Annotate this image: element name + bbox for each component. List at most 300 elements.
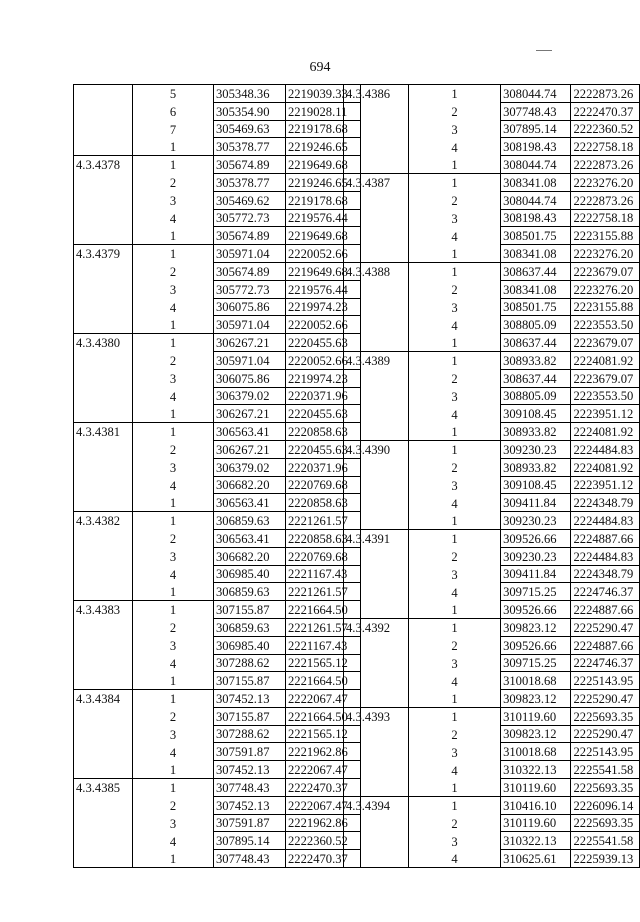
table-row [344, 476, 640, 494]
point-number-cell: 4 [451, 763, 458, 778]
parcel-id-cell [344, 280, 409, 298]
y-coordinate-cell: 2223276.20 [571, 280, 640, 298]
parcel-id-cell [74, 262, 133, 280]
table-row [344, 280, 640, 298]
table-row [344, 369, 640, 387]
table-row [74, 725, 361, 743]
x-coordinate-cell: 309823.12 [501, 618, 571, 636]
point-number-cell: 4 [451, 318, 458, 333]
table-row [74, 191, 361, 209]
table-row [74, 743, 361, 761]
x-coordinate-cell: 310018.68 [501, 672, 571, 690]
table-row [344, 423, 640, 441]
parcel-id-cell [74, 138, 133, 156]
parcel-id-cell [74, 529, 133, 547]
point-number-cell: 2 [169, 443, 177, 458]
x-coordinate-cell: 306859.63 [214, 583, 286, 601]
table-row [74, 529, 361, 547]
parcel-id-cell [344, 761, 409, 779]
y-coordinate-cell: 2221261.57 [286, 618, 361, 636]
table-row [74, 369, 361, 387]
parcel-id-cell [344, 583, 409, 601]
y-coordinate-cell: 2223679.07 [571, 334, 640, 352]
table-row [344, 227, 640, 245]
parcel-id-cell [74, 707, 133, 725]
y-coordinate-cell: 2223951.12 [571, 476, 640, 494]
x-coordinate-cell: 306859.63 [214, 512, 286, 530]
parcel-id-cell [344, 298, 409, 316]
x-coordinate-cell: 307895.14 [501, 120, 571, 138]
point-number-cell: 4 [169, 389, 177, 404]
parcel-id-cell [344, 743, 409, 761]
point-number-cell: 1 [133, 156, 214, 174]
parcel-id-cell: 4.3.4394 [344, 796, 409, 814]
table-row [74, 156, 361, 174]
table-row [74, 280, 361, 298]
y-coordinate-cell: 2225939.13 [571, 850, 640, 868]
y-coordinate-cell: 2219028.11 [286, 102, 361, 120]
y-coordinate-cell: 2222470.37 [571, 102, 640, 120]
x-coordinate-cell: 310625.61 [501, 850, 571, 868]
table-row [344, 654, 640, 672]
parcel-id-cell: 4.3.4387 [344, 173, 409, 191]
x-coordinate-cell: 305674.89 [214, 227, 286, 245]
y-coordinate-cell: 2219649.68 [286, 227, 361, 245]
point-number-cell: 1 [451, 424, 458, 439]
y-coordinate-cell: 2225693.35 [571, 814, 640, 832]
coordinate-table-right [343, 84, 640, 868]
parcel-id-cell: 4.3.4393 [344, 707, 409, 725]
point-number-cell: 3 [451, 211, 458, 226]
y-coordinate-cell: 2224484.83 [571, 512, 640, 530]
parcel-id-cell [74, 405, 133, 423]
y-coordinate-cell: 2219178.68 [286, 191, 361, 209]
point-number-cell: 1 [169, 229, 177, 244]
x-coordinate-cell: 305469.62 [214, 191, 286, 209]
y-coordinate-cell: 2225541.58 [571, 832, 640, 850]
y-coordinate-cell: 2220769.68 [286, 476, 361, 494]
y-coordinate-cell: 2220371.96 [286, 458, 361, 476]
point-number-cell: 3 [451, 567, 458, 582]
x-coordinate-cell: 308044.74 [501, 85, 571, 103]
parcel-id-cell [344, 476, 409, 494]
x-coordinate-cell: 307155.87 [214, 672, 286, 690]
parcel-id-cell [344, 156, 409, 174]
parcel-id-cell [74, 494, 133, 512]
y-coordinate-cell: 2224484.83 [571, 547, 640, 565]
parcel-id-cell [74, 102, 133, 120]
x-coordinate-cell: 305772.73 [214, 209, 286, 227]
table-row [74, 423, 361, 441]
point-number-cell: 1 [408, 351, 500, 369]
y-coordinate-cell: 2219576.44 [286, 209, 361, 227]
y-coordinate-cell: 2222067.47 [286, 796, 361, 814]
x-coordinate-cell: 310416.10 [501, 796, 571, 814]
parcel-id-cell [74, 636, 133, 654]
parcel-id-cell: 4.3.4385 [74, 779, 133, 797]
y-coordinate-cell: 2223155.88 [571, 227, 640, 245]
point-number-cell: 4 [451, 407, 458, 422]
y-coordinate-cell: 2225290.47 [571, 690, 640, 708]
x-coordinate-cell: 305971.04 [214, 245, 286, 263]
table-row [344, 191, 640, 209]
table-row [74, 316, 361, 334]
table-row [344, 85, 640, 103]
table-row [344, 156, 640, 174]
scan-mark [536, 50, 552, 51]
parcel-id-cell [74, 654, 133, 672]
point-number-cell: 2 [451, 283, 458, 298]
table-row [74, 672, 361, 690]
table-row [74, 298, 361, 316]
table-row [74, 102, 361, 120]
x-coordinate-cell: 309230.23 [501, 512, 571, 530]
y-coordinate-cell: 2222758.18 [571, 209, 640, 227]
table-row [74, 262, 361, 280]
y-coordinate-cell: 2221167.43 [286, 565, 361, 583]
x-coordinate-cell: 306682.20 [214, 476, 286, 494]
x-coordinate-cell: 309230.23 [501, 547, 571, 565]
parcel-id-cell [74, 173, 133, 191]
table-row [344, 796, 640, 814]
x-coordinate-cell: 308637.44 [501, 369, 571, 387]
x-coordinate-cell: 309715.25 [501, 583, 571, 601]
table-row [74, 547, 361, 565]
parcel-id-cell [344, 316, 409, 334]
table-row [74, 512, 361, 530]
point-number-cell: 4 [451, 585, 458, 600]
point-number-cell: 2 [451, 727, 458, 742]
x-coordinate-cell: 308198.43 [501, 138, 571, 156]
parcel-id-cell [344, 494, 409, 512]
y-coordinate-cell: 2220052.66 [286, 351, 361, 369]
y-coordinate-cell: 2224081.92 [571, 351, 640, 369]
point-number-cell: 1 [169, 318, 177, 333]
table-row [344, 334, 640, 352]
y-coordinate-cell: 2221167.43 [286, 636, 361, 654]
point-number-cell: 1 [169, 140, 177, 155]
table-row [74, 120, 361, 138]
table-row [344, 779, 640, 797]
parcel-id-cell [74, 209, 133, 227]
parcel-id-cell: 4.3.4380 [74, 334, 133, 352]
table-row [344, 690, 640, 708]
point-number-cell: 3 [451, 834, 458, 849]
y-coordinate-cell: 2223553.50 [571, 316, 640, 334]
y-coordinate-cell: 2224746.37 [571, 654, 640, 672]
x-coordinate-cell: 309411.84 [501, 494, 571, 512]
x-coordinate-cell: 306379.02 [214, 387, 286, 405]
x-coordinate-cell: 307452.13 [214, 761, 286, 779]
x-coordinate-cell: 310119.60 [501, 707, 571, 725]
y-coordinate-cell: 2220858.63 [286, 494, 361, 512]
y-coordinate-cell: 2222758.18 [571, 138, 640, 156]
x-coordinate-cell: 309108.45 [501, 476, 571, 494]
page-number: 694 [309, 60, 331, 75]
point-number-cell: 1 [169, 496, 177, 511]
point-number-cell: 2 [451, 372, 458, 387]
x-coordinate-cell: 308933.82 [501, 458, 571, 476]
point-number-cell: 1 [169, 674, 177, 689]
parcel-id-cell: 4.3.4384 [74, 690, 133, 708]
x-coordinate-cell: 309526.66 [501, 636, 571, 654]
parcel-id-cell [344, 227, 409, 245]
point-number-cell: 4 [451, 229, 458, 244]
table-row [344, 138, 640, 156]
table-row [74, 387, 361, 405]
x-coordinate-cell: 308501.75 [501, 298, 571, 316]
table-row [344, 850, 640, 868]
y-coordinate-cell: 2224887.66 [571, 636, 640, 654]
x-coordinate-cell: 309526.66 [501, 601, 571, 619]
point-number-cell: 3 [169, 727, 177, 742]
table-row [344, 618, 640, 636]
point-number-cell: 2 [451, 194, 458, 209]
x-coordinate-cell: 308933.82 [501, 351, 571, 369]
point-number-cell: 3 [169, 639, 177, 653]
point-number-cell: 3 [169, 461, 177, 476]
x-coordinate-cell: 308637.44 [501, 334, 571, 352]
parcel-id-cell [344, 191, 409, 209]
point-number-cell: 1 [133, 334, 214, 352]
parcel-id-cell: 4.3.4388 [344, 262, 409, 280]
y-coordinate-cell: 2223951.12 [571, 405, 640, 423]
point-number-cell: 2 [169, 265, 177, 280]
x-coordinate-cell: 308341.08 [501, 173, 571, 191]
x-coordinate-cell: 309411.84 [501, 565, 571, 583]
y-coordinate-cell: 2219039.33 [286, 85, 361, 103]
point-number-cell: 2 [169, 799, 177, 814]
point-number-cell: 5 [133, 85, 214, 103]
y-coordinate-cell: 2220769.68 [286, 547, 361, 565]
table-row [74, 476, 361, 494]
point-number-cell: 1 [408, 440, 500, 458]
x-coordinate-cell: 307155.87 [214, 707, 286, 725]
x-coordinate-cell: 308044.74 [501, 156, 571, 174]
x-coordinate-cell: 310119.60 [501, 814, 571, 832]
y-coordinate-cell: 2219649.68 [286, 262, 361, 280]
table-row [344, 458, 640, 476]
x-coordinate-cell: 305971.04 [214, 316, 286, 334]
y-coordinate-cell: 2219178.68 [286, 120, 361, 138]
parcel-id-cell [74, 316, 133, 334]
parcel-id-cell: 4.3.4382 [74, 512, 133, 530]
point-number-cell: 6 [169, 105, 177, 120]
table-row [344, 387, 640, 405]
y-coordinate-cell: 2222470.37 [286, 850, 361, 868]
y-coordinate-cell: 2223679.07 [571, 369, 640, 387]
x-coordinate-cell: 308501.75 [501, 227, 571, 245]
point-number-cell: 2 [169, 532, 177, 547]
x-coordinate-cell: 307452.13 [214, 690, 286, 708]
parcel-id-cell [344, 779, 409, 797]
parcel-id-cell [344, 512, 409, 530]
parcel-id-cell: 4.3.4386 [344, 85, 409, 103]
parcel-id-cell [74, 832, 133, 850]
x-coordinate-cell: 305378.77 [214, 173, 286, 191]
table-row [74, 690, 361, 708]
y-coordinate-cell: 2221962.86 [286, 743, 361, 761]
parcel-id-cell [74, 850, 133, 868]
x-coordinate-cell: 306267.21 [214, 440, 286, 458]
point-number-cell: 1 [451, 335, 458, 350]
point-number-cell: 3 [169, 372, 177, 387]
point-number-cell: 4 [169, 478, 177, 493]
x-coordinate-cell: 307748.43 [214, 850, 286, 868]
point-number-cell: 3 [451, 389, 458, 404]
y-coordinate-cell: 2221962.86 [286, 814, 361, 832]
y-coordinate-cell: 2223679.07 [571, 262, 640, 280]
parcel-id-cell [344, 369, 409, 387]
table-row [344, 707, 640, 725]
point-number-cell: 4 [169, 211, 177, 226]
parcel-id-cell: 4.3.4378 [74, 156, 133, 174]
parcel-id-cell [74, 761, 133, 779]
parcel-id-cell [344, 850, 409, 868]
x-coordinate-cell: 306563.41 [214, 423, 286, 441]
y-coordinate-cell: 2225143.95 [571, 672, 640, 690]
point-number-cell: 1 [408, 707, 500, 725]
parcel-id-cell [74, 351, 133, 369]
parcel-id-cell [74, 547, 133, 565]
parcel-id-cell [74, 120, 133, 138]
table-row [344, 351, 640, 369]
table-row [74, 458, 361, 476]
table-row [344, 725, 640, 743]
y-coordinate-cell: 2221664.50 [286, 672, 361, 690]
parcel-id-cell: 4.3.4389 [344, 351, 409, 369]
x-coordinate-cell: 307288.62 [214, 654, 286, 672]
point-number-cell: 3 [451, 300, 458, 315]
parcel-id-cell [74, 725, 133, 743]
y-coordinate-cell: 2221664.50 [286, 601, 361, 619]
x-coordinate-cell: 306682.20 [214, 547, 286, 565]
parcel-id-cell [74, 369, 133, 387]
x-coordinate-cell: 305674.89 [214, 156, 286, 174]
point-number-cell: 2 [451, 550, 458, 565]
y-coordinate-cell: 2222067.47 [286, 761, 361, 779]
table-row [344, 262, 640, 280]
table-row [74, 334, 361, 352]
parcel-id-cell [344, 601, 409, 619]
parcel-id-cell [344, 102, 409, 120]
parcel-id-cell [74, 85, 133, 103]
x-coordinate-cell: 305971.04 [214, 351, 286, 369]
parcel-id-cell: 4.3.4392 [344, 618, 409, 636]
x-coordinate-cell: 306379.02 [214, 458, 286, 476]
point-number-cell: 3 [169, 550, 177, 565]
point-number-cell: 3 [451, 122, 458, 137]
x-coordinate-cell: 310322.13 [501, 761, 571, 779]
point-number-cell: 4 [169, 745, 177, 760]
point-number-cell: 1 [451, 157, 458, 172]
point-number-cell: 4 [451, 140, 458, 155]
parcel-id-cell [344, 832, 409, 850]
x-coordinate-cell: 308805.09 [501, 387, 571, 405]
x-coordinate-cell: 307895.14 [214, 832, 286, 850]
y-coordinate-cell: 2225693.35 [571, 707, 640, 725]
y-coordinate-cell: 2220455.63 [286, 440, 361, 458]
table-row [344, 298, 640, 316]
parcel-id-cell [74, 440, 133, 458]
y-coordinate-cell: 2224746.37 [571, 583, 640, 601]
parcel-id-cell [344, 547, 409, 565]
y-coordinate-cell: 2221261.57 [286, 512, 361, 530]
x-coordinate-cell: 307591.87 [214, 814, 286, 832]
table-row [344, 832, 640, 850]
point-number-cell: 4 [169, 834, 177, 849]
y-coordinate-cell: 2222873.26 [571, 191, 640, 209]
x-coordinate-cell: 306985.40 [214, 636, 286, 654]
parcel-id-cell [74, 298, 133, 316]
table-row [74, 814, 361, 832]
point-number-cell: 3 [169, 194, 177, 209]
table-row [74, 618, 361, 636]
point-number-cell: 1 [133, 512, 214, 530]
table-row [74, 173, 361, 191]
table-row [74, 85, 361, 103]
y-coordinate-cell: 2219974.23 [286, 298, 361, 316]
point-number-cell: 2 [451, 105, 458, 120]
y-coordinate-cell: 2220455.63 [286, 334, 361, 352]
y-coordinate-cell: 2224484.83 [571, 440, 640, 458]
point-number-cell: 2 [169, 710, 177, 725]
parcel-id-cell [344, 245, 409, 263]
x-coordinate-cell: 309526.66 [501, 529, 571, 547]
parcel-id-cell [344, 458, 409, 476]
y-coordinate-cell: 2224081.92 [571, 423, 640, 441]
table-row [344, 209, 640, 227]
x-coordinate-cell: 305354.90 [214, 102, 286, 120]
point-number-cell: 1 [133, 601, 214, 619]
point-number-cell: 1 [451, 602, 458, 617]
y-coordinate-cell: 2222360.52 [286, 832, 361, 850]
table-row [344, 120, 640, 138]
point-number-cell: 7 [169, 122, 177, 137]
y-coordinate-cell: 2221565.12 [286, 654, 361, 672]
table-row [74, 583, 361, 601]
table-row [74, 601, 361, 619]
parcel-id-cell [74, 565, 133, 583]
y-coordinate-cell: 2220858.63 [286, 423, 361, 441]
parcel-id-cell [344, 690, 409, 708]
point-number-cell: 1 [169, 763, 177, 778]
parcel-id-cell [74, 191, 133, 209]
point-number-cell: 4 [169, 567, 177, 582]
parcel-id-cell: 4.3.4381 [74, 423, 133, 441]
parcel-id-cell [74, 796, 133, 814]
y-coordinate-cell: 2220455.63 [286, 405, 361, 423]
point-number-cell: 4 [169, 300, 177, 315]
point-number-cell: 1 [133, 245, 214, 263]
table-row [74, 351, 361, 369]
table-row [74, 654, 361, 672]
table-row [74, 440, 361, 458]
point-number-cell: 1 [408, 85, 500, 103]
point-number-cell: 1 [169, 407, 177, 422]
point-number-cell: 1 [133, 690, 214, 708]
parcel-id-cell [344, 636, 409, 654]
point-number-cell: 1 [133, 850, 214, 868]
parcel-id-cell [344, 654, 409, 672]
table-row [344, 405, 640, 423]
y-coordinate-cell: 2222873.26 [571, 85, 640, 103]
table-row [344, 583, 640, 601]
x-coordinate-cell: 309108.45 [501, 405, 571, 423]
point-number-cell: 1 [408, 618, 500, 636]
table-row [74, 245, 361, 263]
y-coordinate-cell: 2225693.35 [571, 779, 640, 797]
